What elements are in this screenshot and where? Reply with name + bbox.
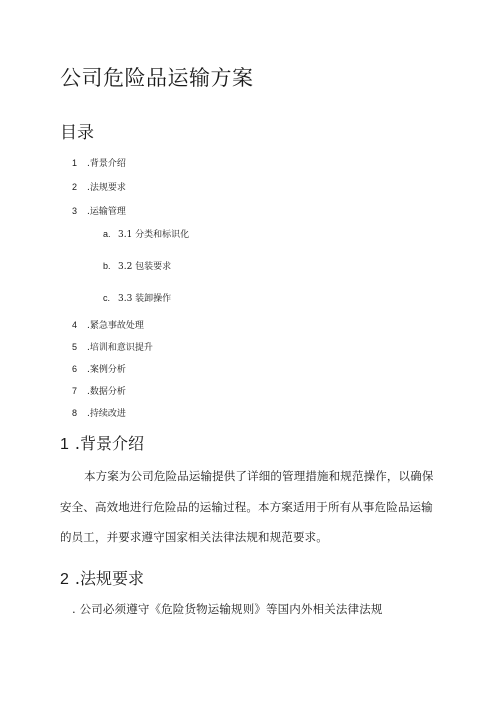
toc-item-label: .持续改进: [87, 409, 126, 419]
toc-item-6[interactable]: [72, 363, 126, 376]
paragraph-line: 的员工，并要求遵守国家相关法律法规和规范要求。: [60, 530, 328, 544]
toc-item-number: a.: [103, 229, 111, 239]
section-heading-background: [60, 431, 144, 454]
toc-item-label: 3.2 包装要求: [118, 262, 172, 272]
toc-heading: 目录: [60, 123, 94, 143]
toc-item-number: 1: [72, 158, 78, 168]
toc-item-label: .培训和意识提升: [87, 343, 153, 353]
toc-item-3-1[interactable]: [103, 228, 189, 241]
toc-item-3-3[interactable]: [103, 292, 171, 305]
paragraph-line: 安全、高效地进行危险品的运输过程。本方案适用于所有从事危险品运输: [60, 500, 433, 514]
toc-item-label: 3.3 装卸操作: [118, 294, 172, 304]
section-title: .法规要求: [74, 569, 144, 588]
toc-item-2[interactable]: [72, 181, 126, 194]
toc-item-number: 5: [72, 342, 78, 352]
toc-item-5[interactable]: [72, 341, 153, 354]
toc-item-number: 4: [72, 320, 78, 330]
toc-item-label: 3.1 分类和标识化: [118, 230, 190, 240]
toc-item-number: 6: [72, 364, 78, 374]
document-title: 公司危险品运输方案: [60, 66, 254, 90]
section-number: 1: [60, 436, 69, 453]
toc-item-4[interactable]: [72, 319, 144, 332]
toc-item-3[interactable]: [72, 205, 126, 218]
toc-item-label: .运输管理: [87, 207, 126, 217]
toc-item-label: .数据分析: [87, 387, 126, 397]
toc-item-label: .背景介绍: [87, 159, 126, 169]
toc-item-8[interactable]: [72, 407, 126, 420]
toc-item-number: 2: [72, 182, 78, 192]
toc-item-number: b.: [103, 261, 111, 271]
section-heading-regulations: [60, 566, 144, 589]
toc-item-number: 7: [72, 386, 78, 396]
section-number: 2: [60, 571, 69, 588]
toc-item-number: c.: [103, 293, 111, 303]
section-title: .背景介绍: [74, 434, 144, 453]
toc-item-1[interactable]: [72, 157, 126, 170]
toc-item-number: 3: [72, 206, 78, 216]
toc-item-label: .紧急事故处理: [87, 321, 144, 331]
toc-item-number: 8: [72, 408, 78, 418]
toc-item-label: .案例分析: [87, 365, 126, 375]
paragraph-line: . 公司必须遵守《危险货物运输规则》等国内外相关法律法规: [72, 602, 383, 616]
toc-item-3-2[interactable]: [103, 260, 171, 273]
paragraph-line: 本方案为公司危险品运输提供了详细的管理措施和规范操作，以确保: [84, 469, 434, 483]
toc-item-label: .法规要求: [87, 183, 126, 193]
toc-item-7[interactable]: [72, 385, 126, 398]
